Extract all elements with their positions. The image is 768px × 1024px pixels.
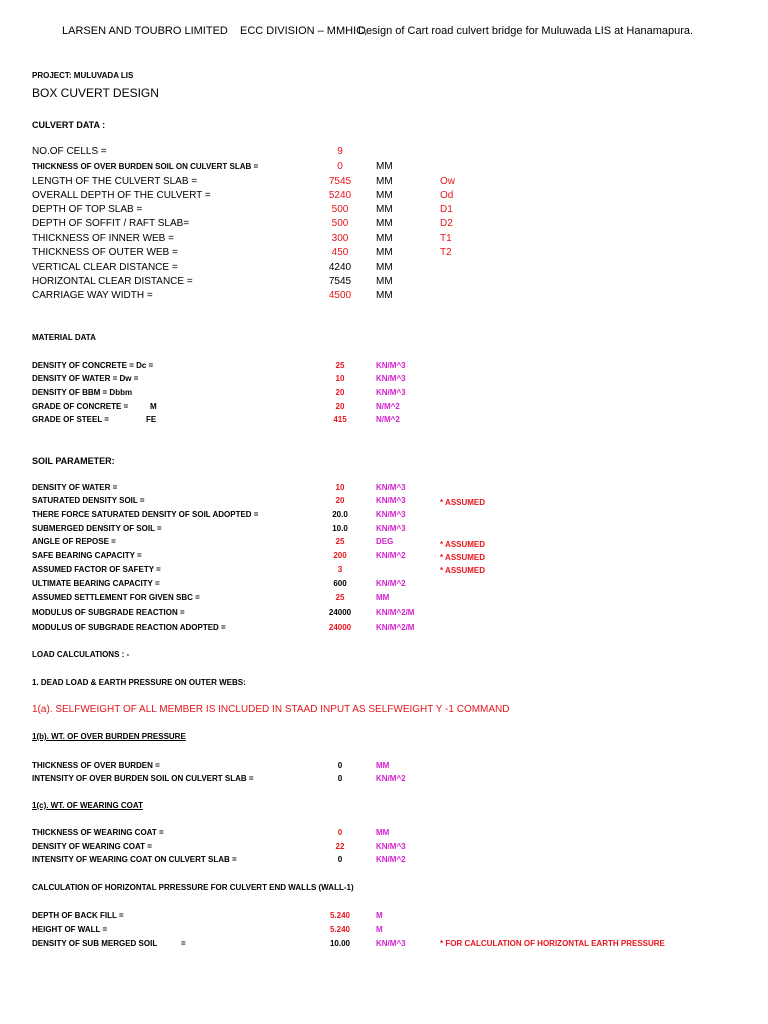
ultimate-bearing-unit: KN/M^2: [376, 579, 406, 588]
top-slab-label: DEPTH OF TOP SLAB =: [32, 204, 143, 215]
concrete-density-unit: KN/M^3: [376, 361, 406, 370]
water-density-label: DENSITY OF WATER = Dw =: [32, 374, 139, 383]
project-label: PROJECT: MULUVADA LIS: [32, 71, 134, 80]
horizontal-clear-value: 7545: [328, 276, 352, 287]
concrete-density-value: 25: [335, 361, 345, 370]
factor-safety-note: * ASSUMED: [440, 566, 486, 575]
vertical-clear-label: VERTICAL CLEAR DISTANCE =: [32, 262, 178, 273]
outer-web-code: T2: [440, 247, 452, 258]
wearing-density-value: 22: [335, 842, 345, 851]
wearing-density-unit: KN/M^3: [376, 842, 406, 851]
subgrade-modulus-value: 24000: [328, 608, 352, 617]
horizontal-clear-label: HORIZONTAL CLEAR DISTANCE =: [32, 276, 193, 287]
cells-value: 9: [337, 146, 343, 157]
dead-load-heading: 1. DEAD LOAD & EARTH PRESSURE ON OUTER WEBS:: [32, 678, 246, 687]
material-data-heading: MATERIAL DATA: [32, 333, 96, 342]
safe-bearing-label: SAFE BEARING CAPACITY =: [32, 551, 142, 560]
concrete-grade-prefix: M: [150, 402, 157, 411]
ultimate-bearing-label: ULTIMATE BEARING CAPACITY =: [32, 579, 160, 588]
saturated-adopted-unit: KN/M^3: [376, 510, 406, 519]
overburden-heading: 1(b). WT. OF OVER BURDEN PRESSURE: [32, 732, 186, 741]
inner-web-code: T1: [440, 233, 452, 244]
overburden-intensity-value: 0: [337, 774, 343, 783]
selfweight-note: 1(a). SELFWEIGHT OF ALL MEMBER IS INCLUDED IN STAAD INPUT AS SELFWEIGHT Y -1 COMMAND: [32, 704, 510, 715]
slab-length-value: 7545: [328, 176, 352, 187]
saturated-density-note: * ASSUMED: [440, 498, 486, 507]
overall-depth-code: Od: [440, 190, 454, 201]
ultimate-bearing-value: 600: [333, 579, 347, 588]
water-density-unit: KN/M^3: [376, 374, 406, 383]
overburden-thick-label: THICKNESS OF OVER BURDEN =: [32, 761, 160, 770]
carriage-width-label: CARRIAGE WAY WIDTH =: [32, 290, 153, 301]
outer-web-label: THICKNESS OF OUTER WEB =: [32, 247, 178, 258]
steel-grade-value: 415: [333, 415, 347, 424]
steel-grade-prefix: FE: [146, 415, 157, 424]
header-design: Design of Cart road culvert bridge for Muluwada LIS at Hanamapura.: [358, 25, 694, 37]
saturated-adopted-value: 20.0: [332, 510, 348, 519]
wall-height-unit: M: [376, 925, 383, 934]
backfill-depth-unit: M: [376, 911, 383, 920]
horizontal-clear-unit: MM: [376, 276, 393, 287]
angle-repose-value: 25: [335, 537, 345, 546]
soffit-slab-value: 500: [331, 218, 349, 229]
inner-web-label: THICKNESS OF INNER WEB =: [32, 233, 174, 244]
submerged-soil-note: * FOR CALCULATION OF HORIZONTAL EARTH PRESSURE: [440, 939, 665, 948]
bbm-density-value: 20: [335, 388, 345, 397]
wearing-intensity-unit: KN/M^2: [376, 855, 406, 864]
soil-water-density-value: 10: [335, 483, 345, 492]
submerged-soil-label: DENSITY OF SUB MERGED SOIL: [32, 939, 158, 948]
concrete-density-label: DENSITY OF CONCRETE = Dc =: [32, 361, 154, 370]
factor-safety-label: ASSUMED FACTOR OF SAFETY =: [32, 565, 161, 574]
backfill-depth-label: DEPTH OF BACK FILL =: [32, 911, 124, 920]
submerged-soil-value: 10.00: [329, 939, 351, 948]
factor-safety-value: 3: [337, 565, 343, 574]
safe-bearing-value: 200: [333, 551, 347, 560]
subgrade-modulus-label: MODULUS OF SUBGRADE REACTION =: [32, 608, 185, 617]
soil-water-density-label: DENSITY OF WATER =: [32, 483, 118, 492]
load-calc-heading: LOAD CALCULATIONS : -: [32, 650, 130, 659]
safe-bearing-note: * ASSUMED: [440, 553, 486, 562]
outer-web-value: 450: [331, 247, 349, 258]
subgrade-modulus-unit: KN/M^2/M: [376, 608, 415, 617]
settlement-label: ASSUMED SETTLEMENT FOR GIVEN SBC =: [32, 593, 200, 602]
saturated-density-value: 20: [335, 496, 345, 505]
angle-repose-unit: DEG: [376, 537, 394, 546]
wearing-thick-unit: MM: [376, 828, 390, 837]
top-slab-unit: MM: [376, 204, 393, 215]
overburden-thickness-unit: MM: [376, 161, 393, 172]
wearing-thick-label: THICKNESS OF WEARING COAT =: [32, 828, 164, 837]
wearing-coat-heading: 1(c). WT. OF WEARING COAT: [32, 801, 143, 810]
overall-depth-unit: MM: [376, 190, 393, 201]
bbm-density-unit: KN/M^3: [376, 388, 406, 397]
overburden-thick-unit: MM: [376, 761, 390, 770]
safe-bearing-unit: KN/M^2: [376, 551, 406, 560]
submerged-soil-unit: KN/M^3: [376, 939, 406, 948]
page-title: BOX CUVERT DESIGN: [32, 86, 159, 100]
subgrade-adopted-value: 24000: [328, 623, 352, 632]
soffit-slab-code: D2: [440, 218, 453, 229]
top-slab-code: D1: [440, 204, 453, 215]
submerged-density-label: SUBMERGED DENSITY OF SOIL =: [32, 524, 162, 533]
saturated-adopted-label: THERE FORCE SATURATED DENSITY OF SOIL ADOPTED =: [32, 510, 259, 519]
cells-label: NO.OF CELLS =: [32, 146, 107, 157]
overburden-intensity-unit: KN/M^2: [376, 774, 406, 783]
inner-web-value: 300: [331, 233, 349, 244]
vertical-clear-unit: MM: [376, 262, 393, 273]
water-density-value: 10: [335, 374, 345, 383]
settlement-value: 25: [335, 593, 345, 602]
horizontal-pressure-heading: CALCULATION OF HORIZONTAL PRRESSURE FOR CULVERT END WALLS (WALL-1): [32, 883, 354, 892]
subgrade-adopted-unit: KN/M^2/M: [376, 623, 415, 632]
wearing-intensity-value: 0: [337, 855, 343, 864]
saturated-density-unit: KN/M^3: [376, 496, 406, 505]
overall-depth-value: 5240: [328, 190, 352, 201]
steel-grade-label: GRADE OF STEEL =: [32, 415, 109, 424]
submerged-soil-equals: =: [181, 939, 186, 948]
slab-length-code: Ow: [440, 176, 455, 187]
culvert-data-heading: CULVERT DATA :: [32, 120, 106, 130]
saturated-density-label: SATURATED DENSITY SOIL =: [32, 496, 145, 505]
outer-web-unit: MM: [376, 247, 393, 258]
bbm-density-label: DENSITY OF BBM = Dbbm: [32, 388, 133, 397]
inner-web-unit: MM: [376, 233, 393, 244]
header-division: ECC DIVISION – MMHIC,: [240, 25, 368, 37]
wearing-intensity-label: INTENSITY OF WEARING COAT ON CULVERT SLAB =: [32, 855, 237, 864]
wall-height-value: 5.240: [329, 925, 351, 934]
header-company: LARSEN AND TOUBRO LIMITED: [62, 25, 228, 37]
carriage-width-value: 4500: [328, 290, 352, 301]
settlement-unit: MM: [376, 593, 390, 602]
overall-depth-label: OVERALL DEPTH OF THE CULVERT =: [32, 190, 211, 201]
submerged-density-unit: KN/M^3: [376, 524, 406, 533]
steel-grade-unit: N/M^2: [376, 415, 400, 424]
concrete-grade-value: 20: [335, 402, 345, 411]
concrete-grade-label: GRADE OF CONCRETE =: [32, 402, 129, 411]
soffit-slab-unit: MM: [376, 218, 393, 229]
top-slab-value: 500: [331, 204, 349, 215]
soil-water-density-unit: KN/M^3: [376, 483, 406, 492]
soffit-slab-label: DEPTH OF SOFFIT / RAFT SLAB=: [32, 218, 190, 229]
overburden-intensity-label: INTENSITY OF OVER BURDEN SOIL ON CULVERT SLAB =: [32, 774, 254, 783]
angle-repose-note: * ASSUMED: [440, 540, 486, 549]
submerged-density-value: 10.0: [332, 524, 348, 533]
wall-height-label: HEIGHT OF WALL =: [32, 925, 108, 934]
soil-parameter-heading: SOIL PARAMETER:: [32, 456, 115, 466]
slab-length-label: LENGTH OF THE CULVERT SLAB =: [32, 176, 198, 187]
vertical-clear-value: 4240: [328, 262, 352, 273]
overburden-thickness-label: THICKNESS OF OVER BURDEN SOIL ON CULVERT SLAB =: [32, 162, 259, 171]
overburden-thick-value: 0: [337, 761, 343, 770]
wearing-thick-value: 0: [337, 828, 343, 837]
backfill-depth-value: 5.240: [329, 911, 351, 920]
concrete-grade-unit: N/M^2: [376, 402, 400, 411]
angle-repose-label: ANGLE OF REPOSE =: [32, 537, 116, 546]
wearing-density-label: DENSITY OF WEARING COAT =: [32, 842, 152, 851]
overburden-thickness-value: 0: [337, 161, 343, 172]
subgrade-adopted-label: MODULUS OF SUBGRADE REACTION ADOPTED =: [32, 623, 226, 632]
carriage-width-unit: MM: [376, 290, 393, 301]
slab-length-unit: MM: [376, 176, 393, 187]
